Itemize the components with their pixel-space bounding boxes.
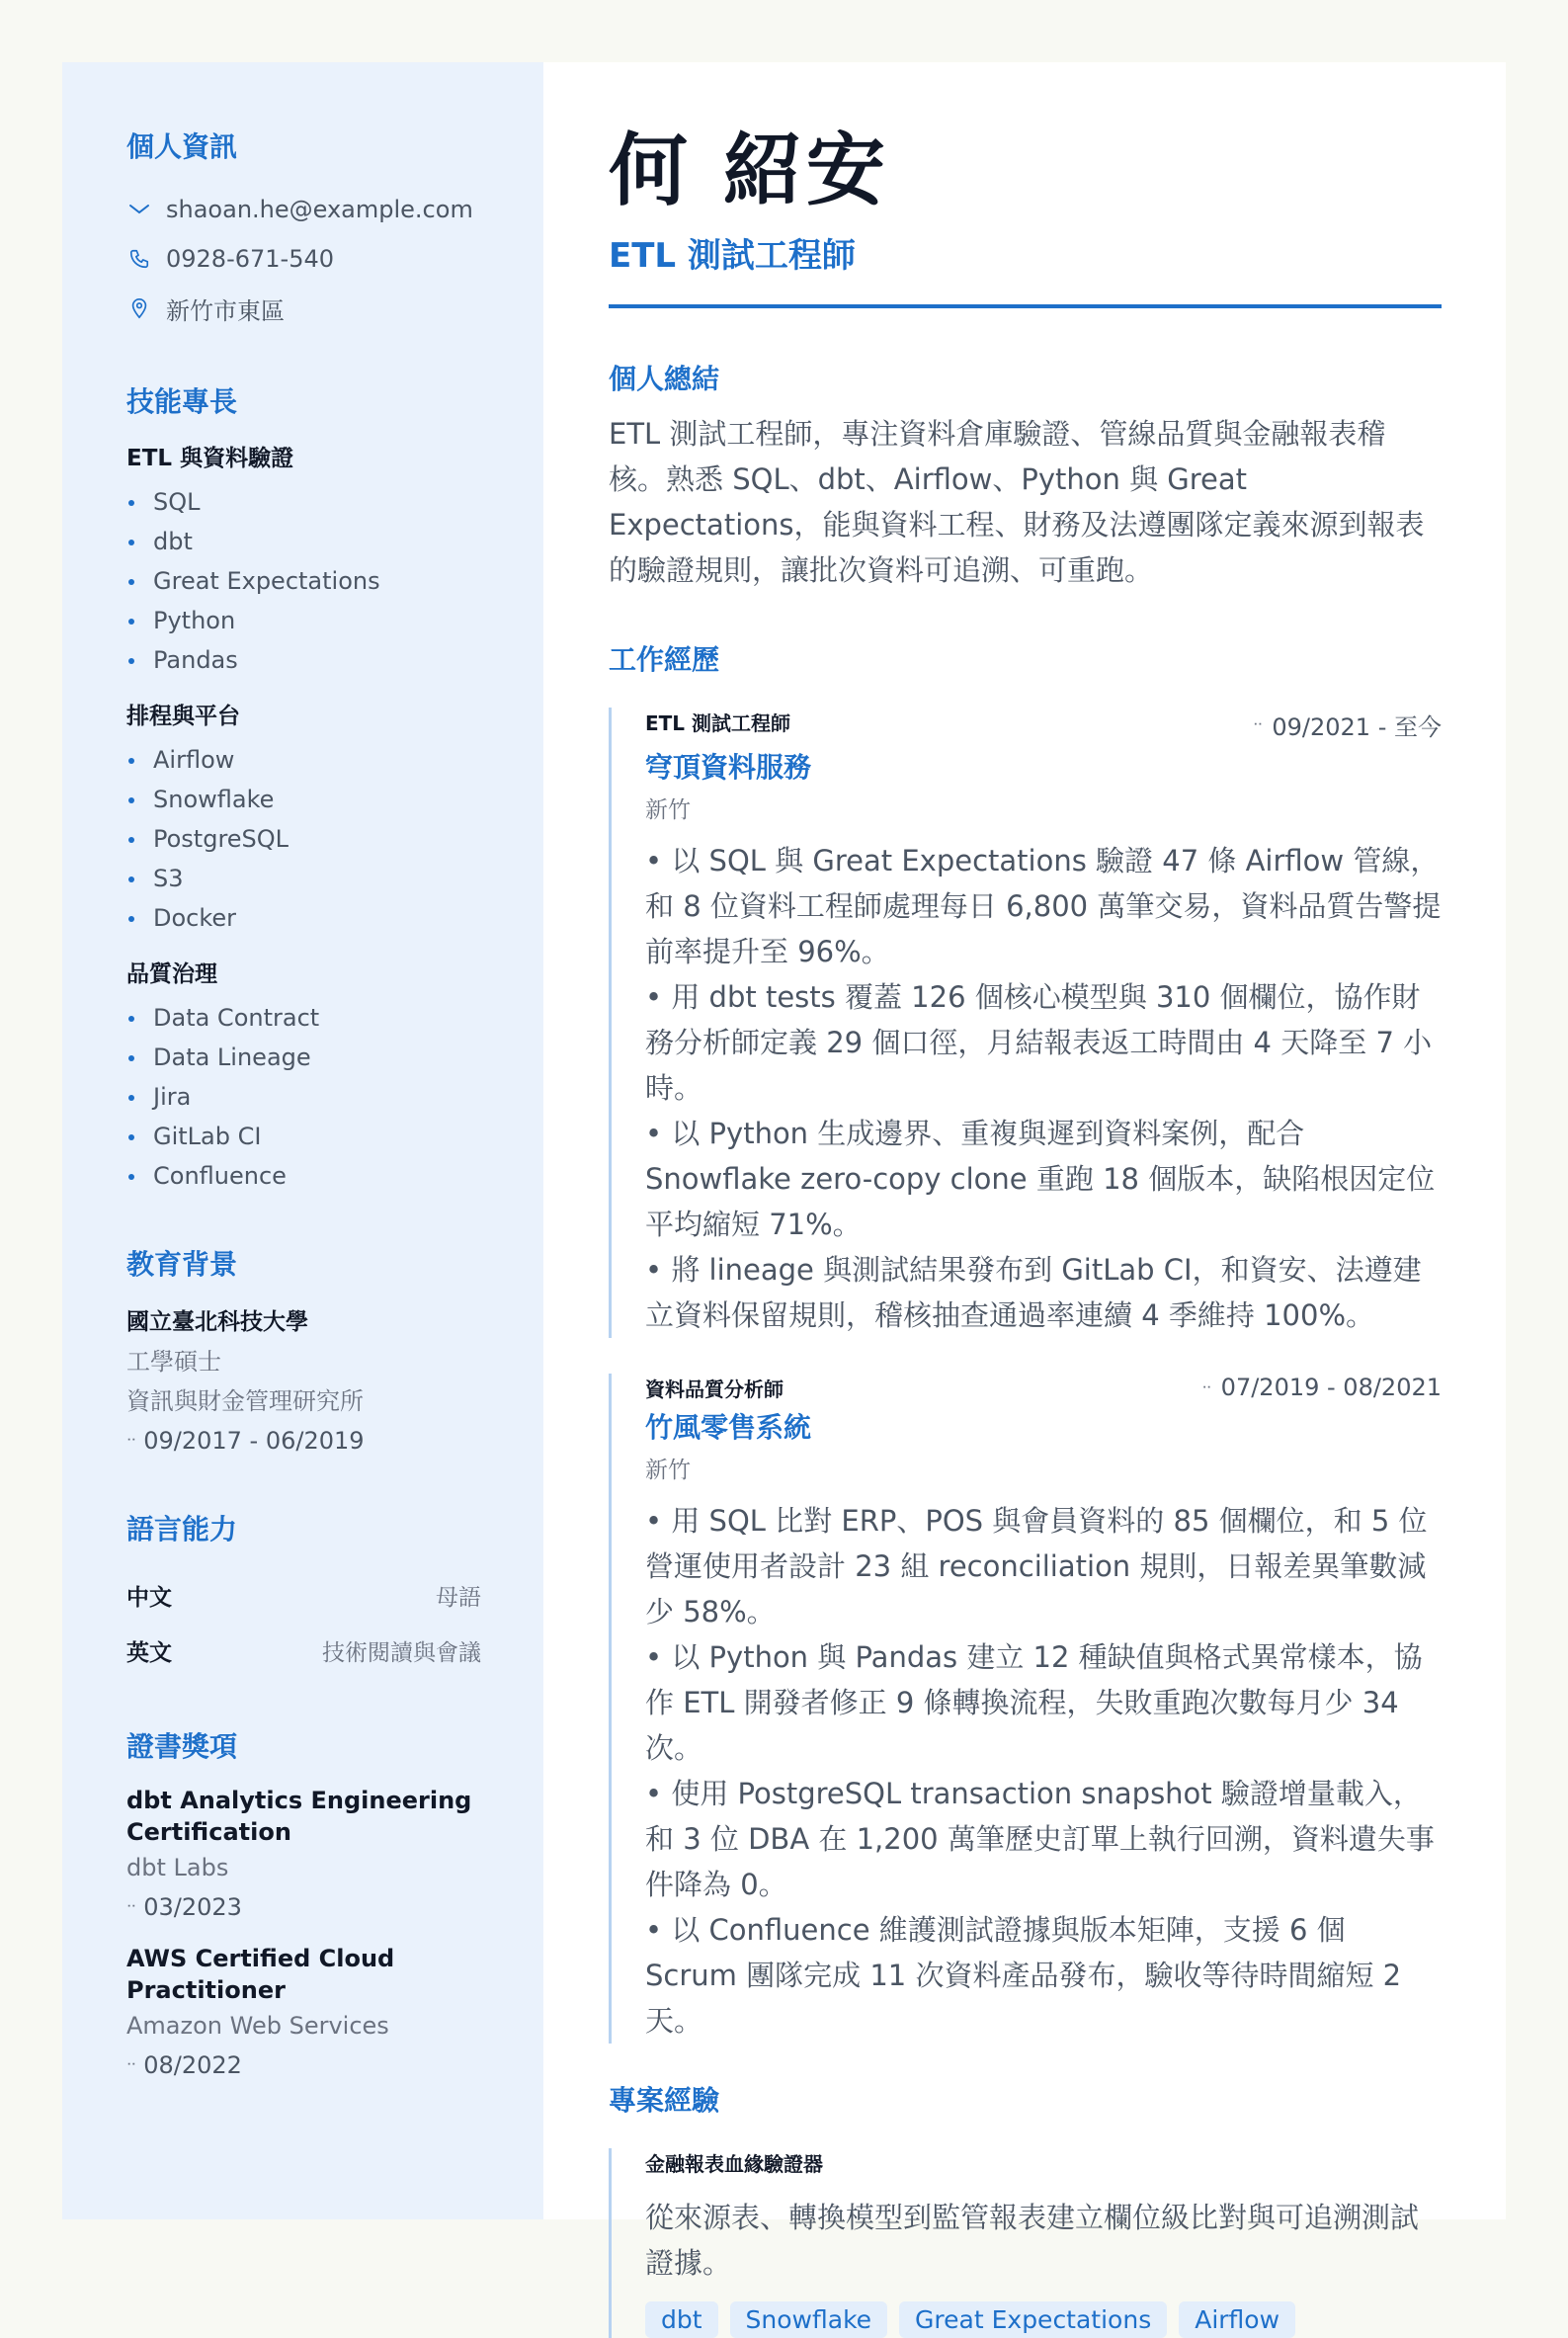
skill-item: Great Expectations [126,561,481,601]
skill-item: Snowflake [126,780,481,819]
certification-date [126,1887,481,1927]
main-content [543,62,1506,2334]
skill-list [126,740,481,938]
project-entry [609,2148,1442,2338]
education-dates-text: 09/2017 - 06/2019 [143,1427,365,1455]
calendar-icon: ᐧᐧ [126,1896,136,1917]
summary-heading: 個人總結 [609,363,720,395]
projects-section [609,2079,1442,2338]
certification-issuer: dbt Labs [126,1854,229,1881]
skill-list [126,482,481,680]
calendar-icon: ᐧᐧ [1201,1377,1211,1398]
skill-item: Confluence [126,1156,481,1196]
certification-name: AWS Certified Cloud Practitioner [126,1945,395,2004]
job-bullet: • 使用 PostgreSQL transaction snapshot 驗證增量載入，和 3 位 DBA 在 1,200 萬筆歷史訂單上執行回溯，資料遺失事件降為 0。 [645,1777,1435,1901]
certification-date-text: 03/2023 [143,1893,242,1921]
certification-date [126,2046,481,2085]
skill-item: Python [126,601,481,640]
calendar-icon: ᐧᐧ [1253,714,1263,735]
skill-item: Airflow [126,740,481,780]
title-divider [609,304,1442,308]
tag-chip: dbt [645,2301,718,2338]
company-name: 竹風零售系統 [645,1411,812,1444]
skill-group-title: ETL 與資料驗證 [126,446,294,471]
resume-page [62,62,1506,2334]
job-bullet: • 將 lineage 與測試結果發布到 GitLab CI，和資安、法遵建立資料保留規則，稽核抽查通過率連續 4 季維持 100%。 [645,1253,1422,1332]
email-text: shaoan.he@example.com [166,196,473,223]
job-bullet: • 以 SQL 與 Great Expectations 驗證 47 條 Airflow 管線，和 8 位資料工程師處理每日 6,800 萬筆交易，資料品質告警提前率提升至 96%。 [645,844,1442,968]
projects-heading: 專案經驗 [609,2084,720,2117]
education-dates [126,1421,481,1461]
job-entry [609,1374,1442,2044]
sidebar [62,62,543,2219]
skill-group [126,440,481,680]
skill-group-title: 排程與平台 [126,704,240,729]
candidate-name: 何 紹安 [609,125,889,216]
project-tags [645,2301,1442,2338]
certification-date-text: 08/2022 [143,2051,242,2079]
tag-chip: Snowflake [730,2301,888,2338]
job-bullet: • 以 Confluence 維護測試證據與版本矩陣，支援 6 個 Scrum 團隊完成 11 次資料產品發布，驗收等待時間縮短 2 天。 [645,1913,1402,2038]
certification-item [126,1785,481,1927]
personal-info-section [126,125,481,333]
email-row[interactable] [126,185,481,234]
job-dates-text: 07/2019 - 08/2021 [1220,1374,1442,1401]
language-level: 技術閱讀與會議 [322,1639,481,1666]
job-role: ETL 測試工程師 [645,711,791,735]
project-name: 金融報表血緣驗證器 [645,2152,823,2176]
tag-chip: Airflow [1179,2301,1295,2338]
skill-item: Data Lineage [126,1038,481,1077]
certifications-section [126,1725,481,2085]
school-name: 國立臺北科技大學 [126,1309,308,1335]
map-pin-icon [126,297,152,319]
skill-group [126,698,481,938]
language-level: 母語 [436,1584,481,1611]
calendar-icon: ᐧᐧ [126,1430,136,1451]
job-dates [1253,708,1442,742]
summary-section [609,358,1442,593]
certification-name: dbt Analytics Engineering Certification [126,1787,472,1846]
skill-group-title: 品質治理 [126,961,217,987]
certifications-heading: 證書獎項 [126,1730,238,1763]
skill-list [126,998,481,1196]
language-name: 中文 [126,1584,172,1611]
skill-item: GitLab CI [126,1117,481,1156]
phone-row[interactable] [126,234,481,284]
mail-icon [126,203,152,216]
language-row [126,1567,481,1623]
calendar-icon: ᐧᐧ [126,2054,136,2075]
job-bullet: • 用 SQL 比對 ERP、POS 與會員資料的 85 個欄位，和 5 位營運使用者設計 23 組 reconciliation 規則，日報差異筆數減少 58%。 [645,1504,1428,1628]
location-row [126,284,481,333]
education-heading: 教育背景 [126,1248,238,1281]
job-header [645,1374,1442,1402]
job-bullet: • 以 Python 與 Pandas 建立 12 種缺值與格式異常樣本，協作 ETL 開發者修正 9 條轉換流程，失敗重跑次數每月少 34 次。 [645,1640,1423,1765]
skill-item: dbt [126,522,481,561]
certification-issuer: Amazon Web Services [126,2012,389,2040]
job-title: ETL 測試工程師 [609,236,856,276]
languages-heading: 語言能力 [126,1513,238,1545]
department: 資訊與財金管理研究所 [126,1387,364,1415]
language-row [126,1623,481,1678]
phone-text: 0928-671-540 [166,245,335,273]
skill-item: PostgreSQL [126,819,481,859]
phone-icon [126,248,152,270]
company-name: 穹頂資料服務 [645,751,812,784]
skills-section [126,380,481,1196]
skill-item: Pandas [126,640,481,680]
languages-section [126,1508,481,1678]
job-dates-text: 09/2021 - 至今 [1272,713,1442,741]
skill-group [126,956,481,1196]
degree: 工學碩士 [126,1348,221,1376]
summary-text: ETL 測試工程師，專注資料倉庫驗證、管線品質與金融報表稽核。熟悉 SQL、dbt、Airflow、Python 與 Great Expectations，能與資料工程、財務及法遵團隊定義來源到報表的驗證規則，讓批次資料可追溯、可重跑。 [609,417,1425,587]
skills-heading: 技能專長 [126,385,238,418]
job-dates [1201,1374,1442,1401]
project-description: 從來源表、轉換模型到監管報表建立欄位級比對與可追溯測試證據。 [645,2201,1420,2280]
tag-chip: Great Expectations [899,2301,1167,2338]
skill-item: SQL [126,482,481,522]
skill-item: Data Contract [126,998,481,1038]
personal-info-heading: 個人資訊 [126,130,238,163]
job-entry [609,708,1442,1338]
job-role: 資料品質分析師 [645,1378,784,1401]
job-bullet: • 用 dbt tests 覆蓋 126 個核心模型與 310 個欄位，協作財務分析師定義 29 個口徑，月結報表返工時間由 4 天降至 7 小時。 [645,980,1433,1105]
skill-item: S3 [126,859,481,898]
education-section [126,1243,481,1461]
job-location: 新竹 [645,1458,691,1483]
job-header [645,708,1442,742]
certification-item [126,1943,481,2085]
job-bullet: • 以 Python 生成邊界、重複與遲到資料案例，配合 Snowflake zero-copy clone 重跑 18 個版本，缺陷根因定位平均縮短 71%。 [645,1117,1436,1241]
skill-item: Jira [126,1077,481,1117]
language-name: 英文 [126,1639,172,1666]
skill-item: Docker [126,898,481,938]
experience-section [609,638,1442,2044]
experience-heading: 工作經歷 [609,643,720,676]
job-location: 新竹 [645,797,691,823]
location-text: 新竹市東區 [166,296,285,325]
